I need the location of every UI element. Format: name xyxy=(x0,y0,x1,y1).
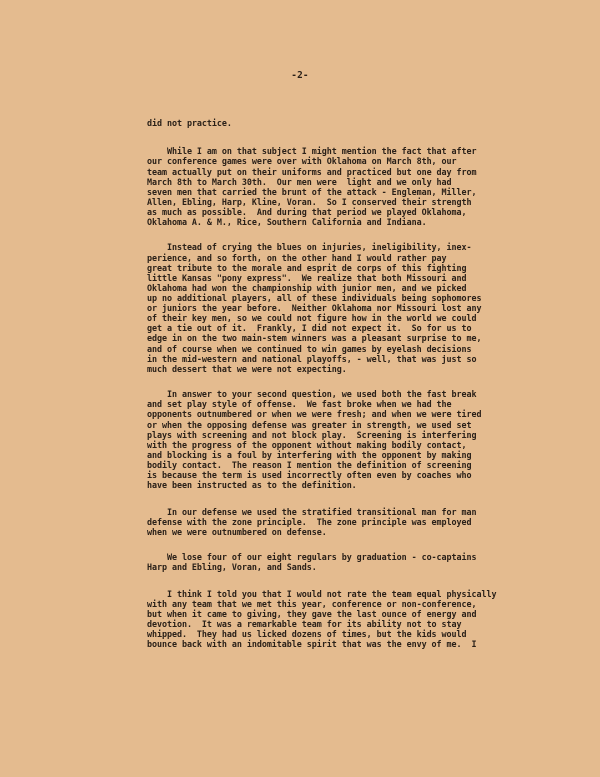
page-number: -2- xyxy=(291,70,309,81)
paragraph-4-line-8: bodily contact. The reason I mention the definition of screening xyxy=(147,460,472,470)
paragraph-5-line-3: when we were outnumbered on defense. xyxy=(147,527,327,537)
paragraph-3-line-2: perience, and so forth, on the other hand I would rather pay xyxy=(147,253,447,263)
paragraph-3-line-7: or juniors the year before. Neither Oklahoma nor Missouri lost any xyxy=(147,303,482,313)
paragraph-4-line-1: In answer to your second question, we used both the fast break xyxy=(147,389,477,399)
paragraph-2-line-3: team actually put on their uniforms and practiced but one day from xyxy=(147,167,477,177)
paragraph-7-line-3: but when it came to giving, they gave the last ounce of energy and xyxy=(147,609,477,619)
paragraph-4-line-3: opponents outnumbered or when we were fresh; and when we were tired xyxy=(147,409,482,419)
paragraph-4-line-4: or when the opposing defense was greater in strength, we used set xyxy=(147,420,472,430)
paragraph-2-line-1: While I am on that subject I might mention the fact that after xyxy=(147,146,477,156)
paragraph-3-line-10: edge in on the two main-stem winners was a pleasant surprise to me, xyxy=(147,333,482,343)
paragraph-3-line-3: great tribute to the morale and esprit de corps of this fighting xyxy=(147,263,467,273)
paragraph-5-line-1: In our defense we used the stratified transitional man for man xyxy=(147,507,477,517)
paragraph-1-line-1: did not practice. xyxy=(147,118,232,128)
paragraph-7-line-6: bounce back with an indomitable spirit that was the envy of me. I xyxy=(147,639,477,649)
paragraph-5-line-2: defense with the zone principle. The zone principle was employed xyxy=(147,517,472,527)
paragraph-4-line-5: plays with screening and not block play. Screening is interfering xyxy=(147,430,477,440)
paragraph-3-line-5: Oklahoma had won the championship with junior men, and we picked xyxy=(147,283,467,293)
paragraph-2-line-2: our conference games were over with Oklahoma on March 8th, our xyxy=(147,156,457,166)
paragraph-6-line-1: We lose four of our eight regulars by graduation - co-captains xyxy=(147,552,477,562)
paragraph-7-line-4: devotion. It was a remarkable team for its ability not to stay xyxy=(147,619,462,629)
paragraph-3-line-1: Instead of crying the blues on injuries, ineligibility, inex- xyxy=(147,242,472,252)
paragraph-4-line-9: is because the term is used incorrectly often even by coaches who xyxy=(147,470,472,480)
paragraph-3-line-13: much dessert that we were not expecting. xyxy=(147,364,347,374)
paragraph-2-line-7: as much as possible. And during that period we played Oklahoma, xyxy=(147,207,467,217)
paragraph-6-line-2: Harp and Ebling, Voran, and Sands. xyxy=(147,562,317,572)
paragraph-2-line-4: March 8th to March 30th. Our men were light and we only had xyxy=(147,177,452,187)
paragraph-3-line-11: and of course when we continued to win games by eyelash decisions xyxy=(147,344,472,354)
paragraph-3-line-6: up no additional players, all of these individuals being sophomores xyxy=(147,293,482,303)
paragraph-3-line-4: little Kansas "pony express". We realize that both Missouri and xyxy=(147,273,467,283)
paragraph-4-line-2: and set play style of offense. We fast broke when we had the xyxy=(147,399,452,409)
paragraph-4-line-6: with the progress of the opponent without making bodily contact, xyxy=(147,440,467,450)
paragraph-3-line-9: get a tie out of it. Frankly, I did not expect it. So for us to xyxy=(147,323,472,333)
paragraph-2-line-6: Allen, Ebling, Harp, Kline, Voran. So I conserved their strength xyxy=(147,197,472,207)
paragraph-7-line-2: with any team that we met this year, conference or non-conference, xyxy=(147,599,477,609)
paragraph-4-line-7: and blocking is a foul by interfering with the opponent by making xyxy=(147,450,472,460)
paragraph-3-line-8: of their key men, so we could not figure how in the world we could xyxy=(147,313,477,323)
paragraph-2-line-5: seven men that carried the brunt of the attack - Engleman, Miller, xyxy=(147,187,477,197)
paragraph-7-line-1: I think I told you that I would not rate the team equal physically xyxy=(147,589,497,599)
paragraph-3-line-12: in the mid-western and national playoffs, - well, that was just so xyxy=(147,354,477,364)
paragraph-2-line-8: Oklahoma A. & M., Rice, Southern California and Indiana. xyxy=(147,217,427,227)
paragraph-4-line-10: have been instructed as to the definition. xyxy=(147,480,357,490)
paragraph-7-line-5: whipped. They had us licked dozens of times, but the kids would xyxy=(147,629,467,639)
